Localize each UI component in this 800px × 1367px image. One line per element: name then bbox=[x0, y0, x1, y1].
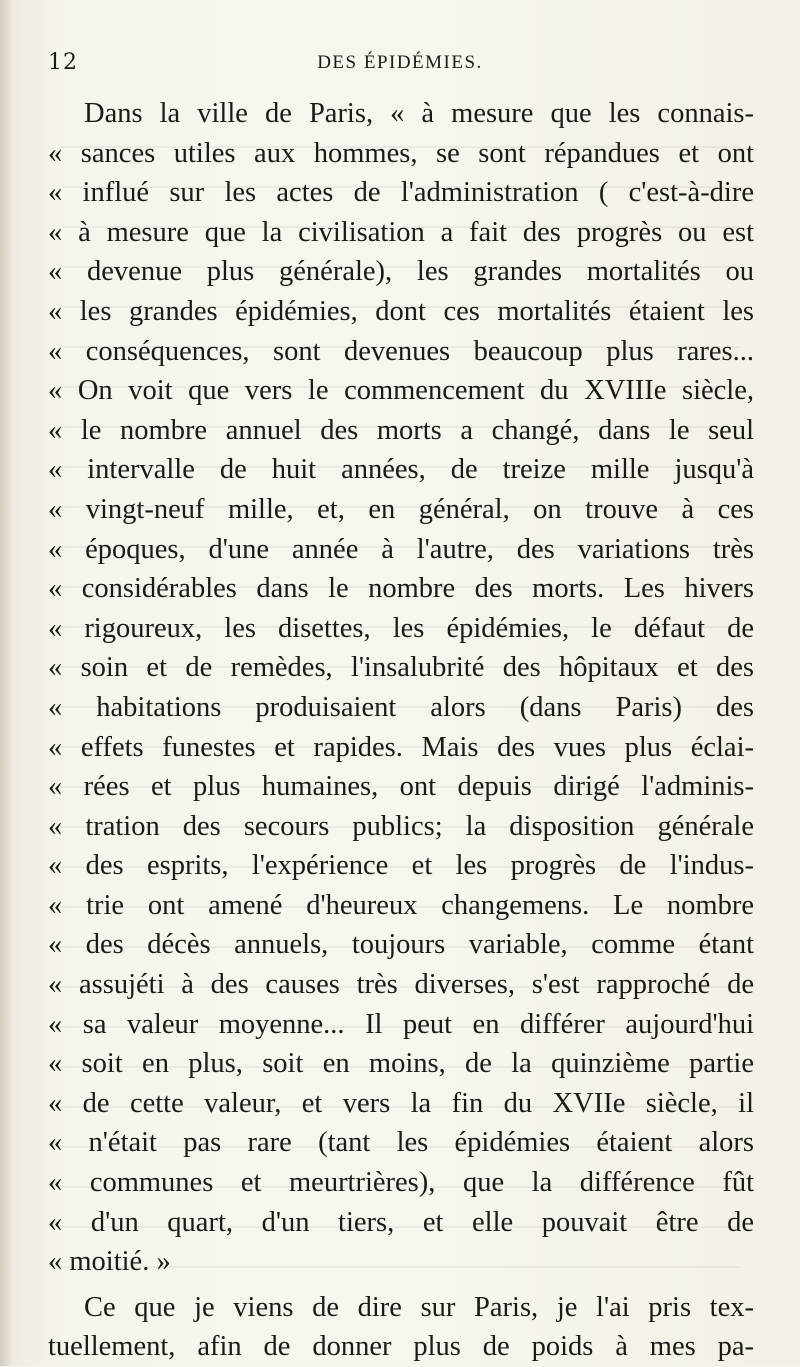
text-line: « considérables dans le nombre des morts. Les hivers bbox=[48, 573, 754, 605]
text-line: Ce que je viens de dire sur Paris, je l'ai pris tex- bbox=[84, 1291, 754, 1323]
text-line: « vingt-neuf mille, et, en général, on trouve à ces bbox=[48, 493, 754, 525]
text-line: « soin et de remèdes, l'insalubrité des hôpitaux et des bbox=[48, 652, 754, 684]
text-line: « tration des secours publics; la disposition générale bbox=[48, 810, 754, 842]
text-line: « rées et plus humaines, ont depuis dirigé l'adminis- bbox=[48, 771, 754, 803]
text-line: Dans la ville de Paris, « à mesure que les connais- bbox=[84, 98, 754, 129]
text-line: « de cette valeur, et vers la fin du XVIIe siècle, il bbox=[48, 1087, 754, 1119]
text-line: « devenue plus générale), les grandes mortalités ou bbox=[48, 256, 754, 288]
text-line: « époques, d'une année à l'autre, des variations très bbox=[48, 533, 754, 565]
binding-shadow bbox=[0, 0, 14, 1366]
text-line: « d'un quart, d'un tiers, et elle pouvait être de bbox=[48, 1206, 754, 1238]
text-line: « à mesure que la civilisation a fait des progrès ou est bbox=[48, 216, 754, 248]
text-line: « rigoureux, les disettes, les épidémies, le défaut de bbox=[48, 612, 754, 644]
text-line: tuellement, afin de donner plus de poids à mes pa- bbox=[48, 1331, 754, 1363]
body-text bbox=[48, 94, 754, 1367]
text-line: « intervalle de huit années, de treize mille jusqu'à bbox=[48, 454, 754, 486]
text-line: « moitié. » bbox=[48, 1246, 171, 1278]
text-line: « influé sur les actes de l'administration ( c'est-à-dire bbox=[48, 177, 754, 209]
text-line: « sa valeur moyenne... Il peut en différer aujourd'hui bbox=[48, 1008, 754, 1040]
text-line: « habitations produisaient alors (dans Paris) des bbox=[48, 691, 754, 723]
text-line: « conséquences, sont devenues beaucoup plus rares... bbox=[48, 335, 754, 367]
text-line: « soit en plus, soit en moins, de la quinzième partie bbox=[48, 1048, 754, 1080]
text-line: « sances utiles aux hommes, se sont répandues et ont bbox=[48, 137, 754, 169]
text-line: « n'était pas rare (tant les épidémies étaient alors bbox=[48, 1127, 754, 1159]
text-line: « effets funestes et rapides. Mais des vues plus éclai- bbox=[48, 731, 754, 763]
running-head: DES ÉPIDÉMIES. bbox=[317, 52, 483, 73]
page-number: 12 bbox=[48, 50, 78, 75]
page-header bbox=[0, 46, 800, 82]
text-line: « des esprits, l'expérience et les progrès de l'indus- bbox=[48, 850, 754, 882]
text-line: « les grandes épidémies, dont ces mortalités étaient les bbox=[48, 295, 754, 327]
text-line: « assujéti à des causes très diverses, s'est rapproché de bbox=[48, 969, 754, 1001]
text-line: « On voit que vers le commencement du XVIIIe siècle, bbox=[48, 375, 754, 407]
text-line: « le nombre annuel des morts a changé, dans le seul bbox=[48, 414, 754, 446]
text-line: « des décès annuels, toujours variable, comme étant bbox=[48, 929, 754, 961]
text-line: « trie ont amené d'heureux changemens. Le nombre bbox=[48, 889, 754, 921]
text-line: « communes et meurtrières), que la différence fût bbox=[48, 1167, 754, 1199]
